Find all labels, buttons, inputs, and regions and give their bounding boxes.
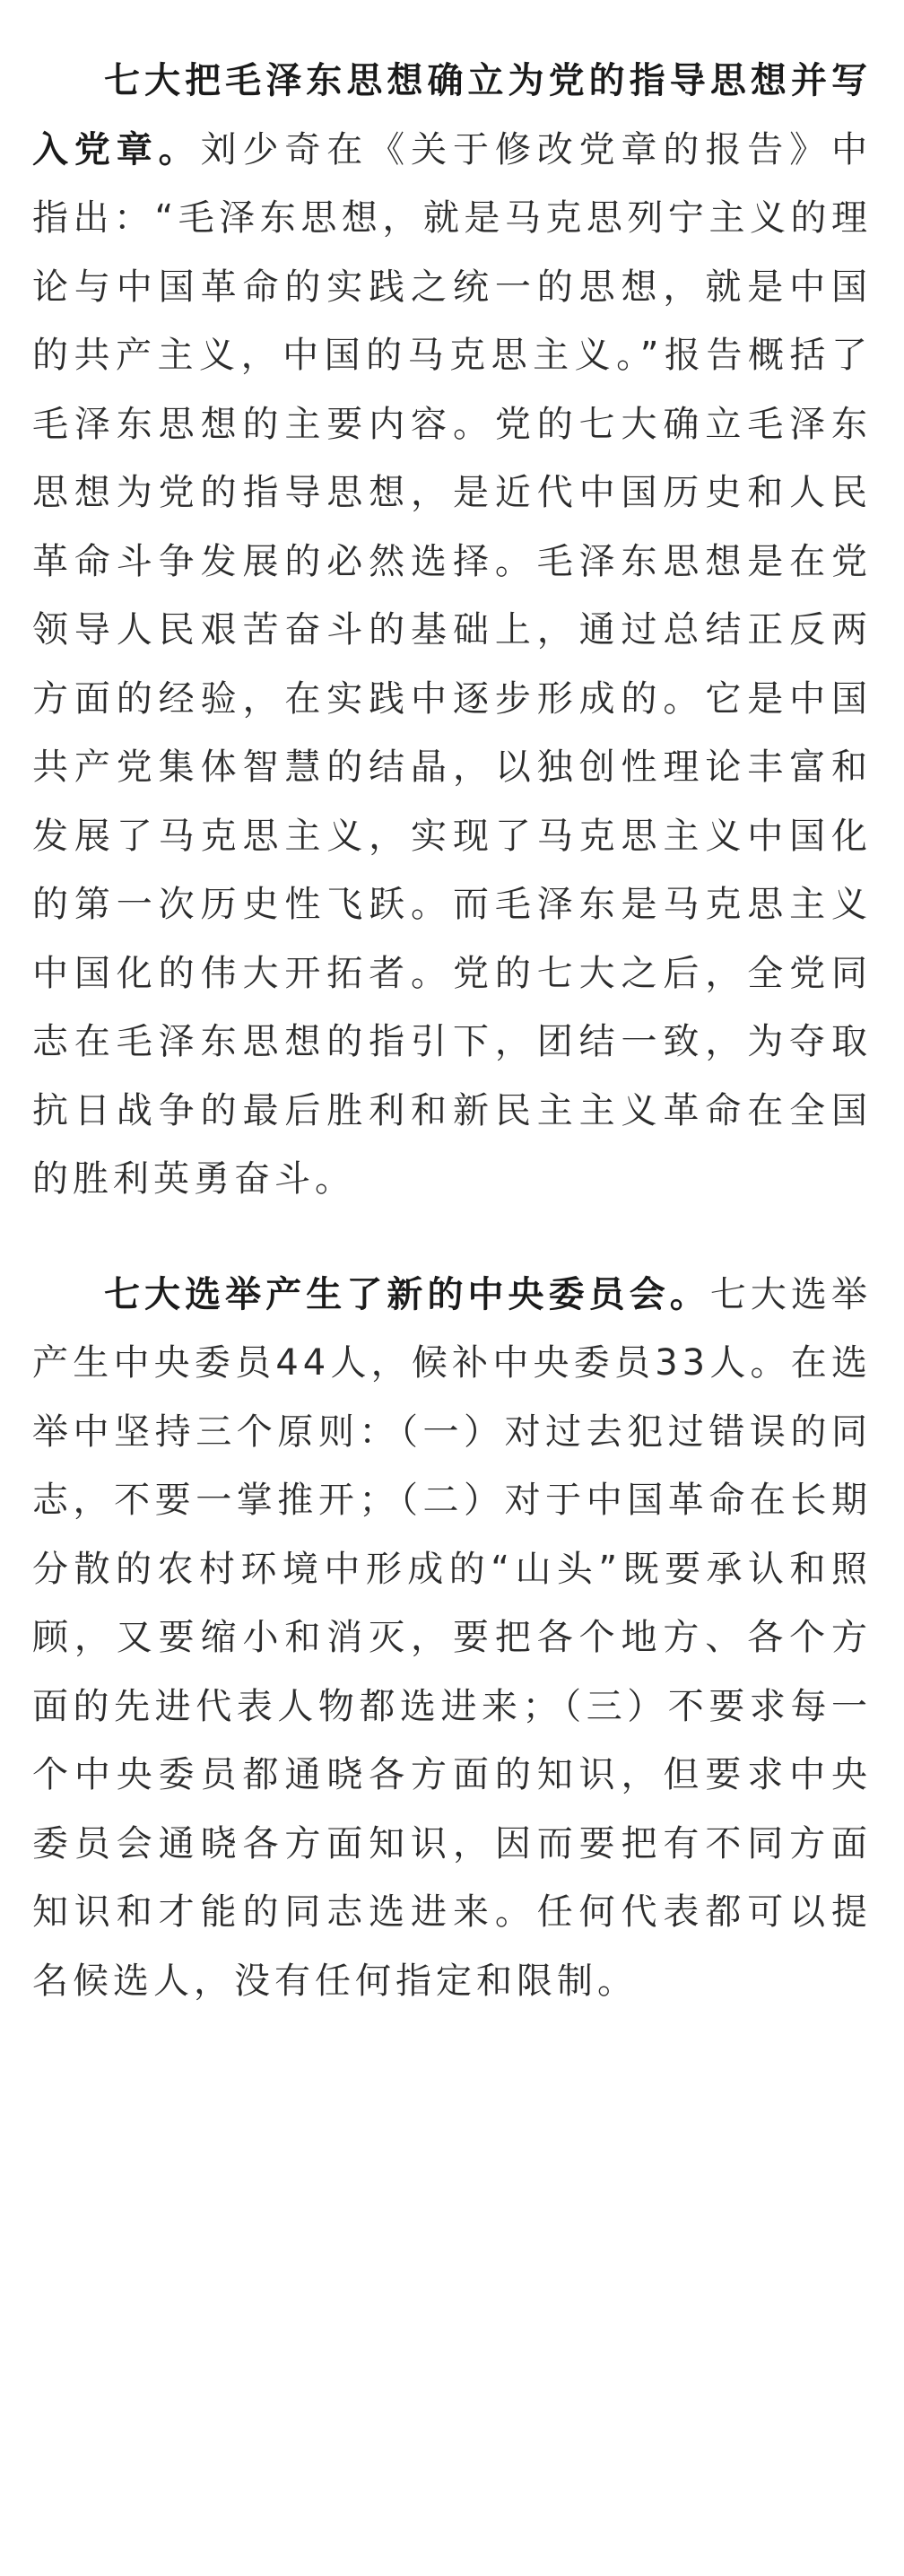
paragraph-body-text: 刘少奇在《关于修改党章的报告》中指出：“毛泽东思想，就是马克思列宁主义的理论与中国革命的实践之统一的思想，就是中国的共产主义，中国的马克思主义。”报告概括了毛泽东思想的主要内容。党的七大确立毛泽东思想为党的指导思想，是近代中国历史和人民革命斗争发展的必然选择。毛泽东思想是在党领导人民艰苦奋斗的基础上，通过总结正反两方面的经验，在实践中逐步形成的。它是中国共产党集体智慧的结晶，以独创性理论丰富和发展了马克思主义，实现了马克思主义中国化的第一次历史性飞跃。而毛泽东是马克思主义中国化的伟大开拓者。党的七大之后，全党同志在毛泽东思想的指引下，团结一致，为夺取抗日战争的最后胜利和新民主主义革命在全国的胜利英勇奋斗。 <box>32 128 873 1200</box>
paragraph-lead-heading: 七大把毛泽东思想确立为党的指导思想并写入党章。 <box>32 60 872 170</box>
paragraph-seventh-congress-mao-thought <box>32 47 872 1214</box>
paragraph-lead-heading: 七大选举产生了新的中央委员会。 <box>104 1273 710 1315</box>
paragraph-body-text: 七大选举产生中央委员44人，候补中央委员33人。在选举中坚持三个原则：（一）对过去犯过错误的同志，不要一掌推开；（二）对于中国革命在长期分散的农村环境中形成的“山头”既要承认和照顾，又要缩小和消灭，要把各个地方、各个方面的先进代表人物都选进来；（三）不要求每一个中央委员都通晓各方面的知识，但要求中央委员会通晓各方面知识，因而要把有不同方面知识和才能的同志选进来。任何代表都可以提名候选人，没有任何指定和限制。 <box>32 1273 873 2002</box>
paragraph-central-committee-election <box>32 1261 872 2016</box>
